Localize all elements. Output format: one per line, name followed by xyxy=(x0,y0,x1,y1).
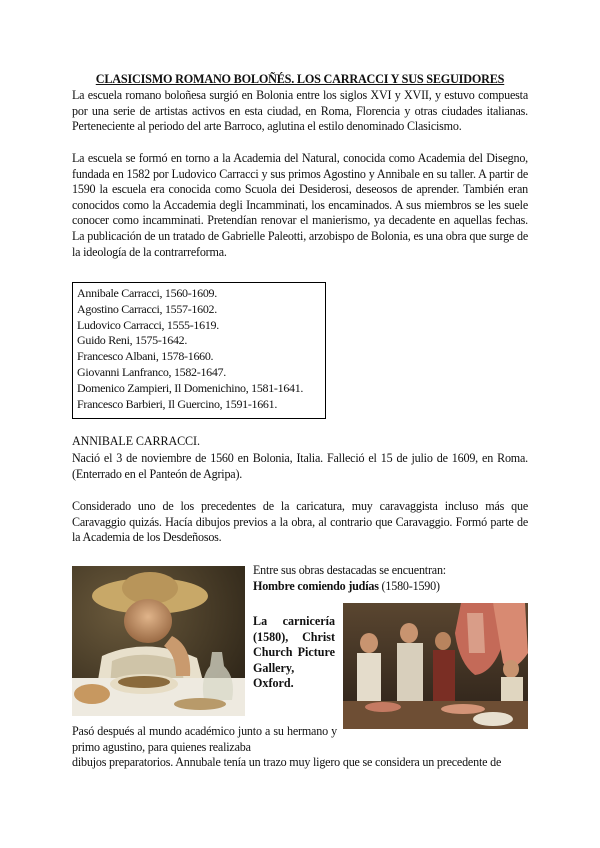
work1-date: (1580-1590) xyxy=(378,579,440,593)
annibale-heading: ANNIBALE CARRACCI. xyxy=(72,434,200,448)
painting-butcher-shop xyxy=(343,603,528,729)
document-title: CLASICISMO ROMANO BOLOÑÉS. LOS CARRACCI Y SUS SEGUIDORES xyxy=(95,72,505,86)
painting-bean-eater xyxy=(72,566,245,716)
painter-item: Annibale Carracci, 1560-1609. xyxy=(77,286,217,300)
painter-item: Francesco Barbieri, Il Guercino, 1591-1661. xyxy=(77,396,278,411)
painter-item: Giovanni Lanfranco, 1582-1647. xyxy=(77,364,226,379)
academy-paragraph: La escuela se formó en torno a la Academia del Natural, conocida como Academia del Disegno, fundada en 1582 por Ludovico Carracci y sus primos Agostino y Annibale en su taller. A partir de 1590 la escuela era conocida como Scuola dei Desiderosi, deseosos de aprender. También eran conocidos como la Accademia degli Incamminati, los encaminados. A sus miembros se les suele conocer como incamminati. Pretendían renovar el manierismo, ya decadente en aquellas fechas. La publicación de un tratado de Gabrielle Paleotti, arzobispo de Bolonia, es una obra que surge de la ideología de la contrarreforma. xyxy=(72,151,528,259)
work1-caption xyxy=(253,579,440,594)
painter-item: Domenico Zampieri, Il Domenichino, 1581-1641. xyxy=(77,380,304,395)
academic-paragraph-part2: dibujos preparatorios. Annubale tenía un trazo muy ligero que se considera un precedente de xyxy=(72,755,502,769)
painter-item: Ludovico Carracci, 1555-1619. xyxy=(77,317,219,332)
work2-caption: La carnicería (1580), Christ Church Picture Gallery, Oxford. xyxy=(253,614,335,691)
painter-item: Guido Reni, 1575-1642. xyxy=(77,333,188,348)
works-intro: Entre sus obras destacadas se encuentran: xyxy=(253,563,446,577)
work1-title: Hombre comiendo judías xyxy=(253,579,379,593)
academic-paragraph-part1: Pasó después al mundo académico junto a su hermano y primo agustino, para quienes realizaba xyxy=(72,724,337,754)
intro-paragraph: La escuela romano boloñesa surgió en Bolonia entre los siglos XVI y XVII, y estuvo compuesta por una serie de artistas activos en esta ciudad, en Roma, Florencia y otras ciudades italianas. Perteneciente al periodo del arte Barroco, aglutina el estilo denominado Clasicismo. xyxy=(72,88,528,134)
annibale-bio: Nació el 3 de noviembre de 1560 en Bolonia, Italia. Falleció el 15 de julio de 1609, en Roma. (Enterrado en el Panteón de Agripa). xyxy=(72,451,528,481)
painter-item: Francesco Albani, 1578-1660. xyxy=(77,349,214,364)
painters-list-box xyxy=(72,282,326,419)
annibale-description: Considerado uno de los precedentes de la caricatura, muy caravaggista incluso más que Caravaggio quizás. Hacía dibujos previos a la obra, al contrario que Caravaggio. Formó parte de la Academia de los Desdeñosos. xyxy=(72,499,528,545)
painter-item: Agostino Carracci, 1557-1602. xyxy=(77,301,217,316)
